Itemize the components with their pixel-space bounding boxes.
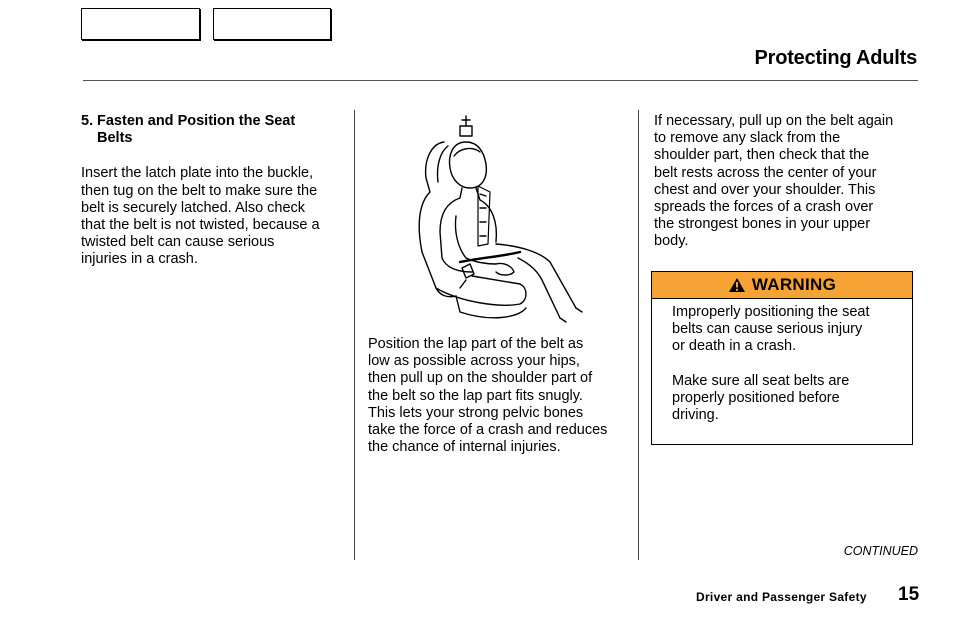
left-body-text: Insert the latch plate into the buckle, then tug on the belt to make sure the belt is securely latched. Also check that the belt is not twisted, because a twisted belt can cause serious injuries in a crash. [81,165,320,268]
step-heading [81,113,346,147]
step-number: 5. [81,113,94,129]
warning-box [651,271,913,445]
warning-text: Improperly positioning the seat belts can cause serious injury or death in a crash. Make sure all seat belts are properly positioned before driving. [672,304,870,424]
step-heading-line2: Belts [97,130,133,147]
right-body-text: If necessary, pull up on the belt again to remove any slack from the shoulder part, then check that the belt rests across the center of your chest and over your shoulder. This spreads the forces of a crash over the strongest bones in your upper body. [654,113,894,250]
seated-person-with-seat-belt-illustration [400,112,590,324]
nav-tab-button-1[interactable] [81,8,200,40]
left-column [81,113,346,269]
step-heading-line1: Fasten and Position the Seat [97,113,296,129]
header-divider [83,80,918,81]
continued-label: CONTINUED [843,544,918,558]
page-title: Protecting Adults [754,47,917,69]
warning-label: WARNING [751,275,837,294]
warning-triangle-icon [728,277,746,293]
middle-body-text: Position the lap part of the belt as low as possible across your hips, then pull up on the shoulder part of the belt so the lap part fits snugly. This lets your strong pelvic bones take the force of a crash and reduces the chance of internal injuries. [368,336,608,456]
nav-tab-button-2[interactable] [213,8,331,40]
column-divider-1 [354,110,355,560]
page-number: 15 [898,584,920,605]
footer-section-title: Driver and Passenger Safety [696,590,867,604]
warning-header [652,272,912,299]
column-divider-2 [638,110,639,560]
